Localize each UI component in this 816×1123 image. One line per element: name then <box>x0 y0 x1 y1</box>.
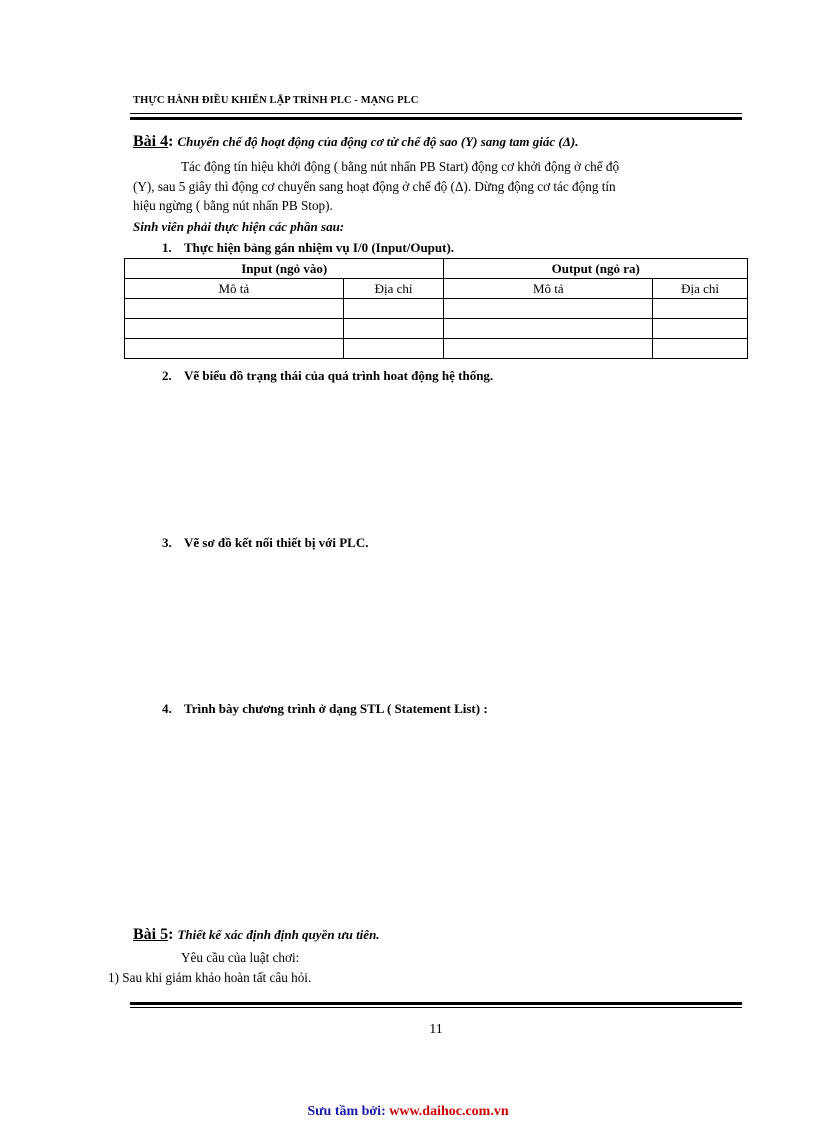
page-number: 11 <box>429 1022 443 1037</box>
bai5-body <box>133 948 743 968</box>
table-row <box>125 319 748 339</box>
step-1: 1. Thực hiện bảng gán nhiệm vụ I/0 (Input/Ouput). <box>162 240 455 255</box>
footer-site-link[interactable]: www.daihoc.com.vn <box>389 1104 509 1119</box>
para-line-2: (Y), sau 5 giây thì động cơ chuyển sang hoạt động ở chế độ (Δ). Dừng động cơ tác động tín <box>133 178 616 194</box>
table-row <box>125 339 748 359</box>
output-header: Output (ngỏ ra) <box>444 259 748 279</box>
footer-rule-thick <box>130 1002 742 1005</box>
col-input-addr: Địa chỉ <box>343 279 444 299</box>
header-rule-thick <box>130 117 742 120</box>
col-input-desc: Mô tả <box>125 279 344 299</box>
footer-credit <box>0 1104 816 1120</box>
bai5-title: Thiết kế xác định định quyền ưu tiên. <box>177 927 380 942</box>
header-rule-thin <box>130 113 742 114</box>
para-line-1: Tác động tín hiệu khởi động ( bằng nút nhấn PB Start) động cơ khởi động ở chế độ <box>181 159 620 174</box>
col-output-addr: Địa chỉ <box>653 279 748 299</box>
bai4-label: Bài 4 <box>133 133 169 150</box>
input-header: Input (ngỏ vào) <box>125 259 444 279</box>
bai4-paragraph <box>133 157 743 216</box>
bai5-line-2: 1) Sau khi giám khảo hoàn tất câu hỏi. <box>108 970 312 985</box>
para-line-3: hiệu ngừng ( bằng nút nhấn PB Stop). <box>133 198 333 213</box>
bai4-title: Chuyển chế độ hoạt động của động cơ từ chế độ sao (Y) sang tam giác (Δ). <box>177 134 579 149</box>
step-2: 2. Vẽ biểu đồ trạng thái của quá trình hoat động hệ thống. <box>162 368 494 383</box>
col-output-desc: Mô tả <box>444 279 653 299</box>
bai4-heading: Bài 4: Chuyển chế độ hoạt động của động cơ từ chế độ sao (Y) sang tam giác (Δ). <box>133 133 579 150</box>
table-row <box>125 299 748 319</box>
footer-label: Sưu tầm bởi: <box>307 1104 386 1119</box>
bai5-label: Bài 5 <box>133 926 169 943</box>
io-assignment-table <box>124 258 748 359</box>
bai5-heading: Bài 5: Thiết kế xác định định quyền ưu tiên. <box>133 926 380 943</box>
requirement-line: Sinh viên phải thực hiện các phần sau: <box>133 219 345 234</box>
page-header-title: THỰC HÀNH ĐIỀU KHIỂN LẬP TRÌNH PLC - MẠNG PLC <box>133 95 419 106</box>
footer-rule-thin <box>130 1007 742 1008</box>
step-3: 3. Vẽ sơ đồ kết nối thiết bị với PLC. <box>162 535 369 550</box>
step-4: 4. Trình bày chương trình ở dạng STL ( Statement List) : <box>162 701 488 716</box>
bai5-line-1: Yêu cầu của luật chơi: <box>181 950 300 965</box>
